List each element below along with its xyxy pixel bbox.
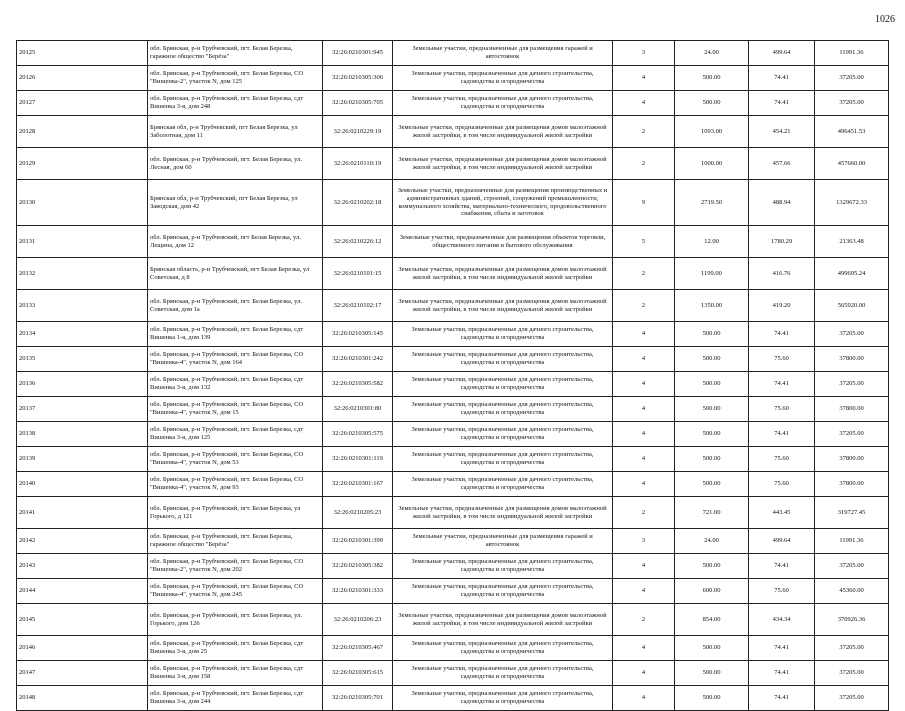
cadastral-number-cell: 32:26:0210301:945 [323,41,393,66]
group-cell: 4 [613,397,675,422]
cadastral-value-cell: 37800.00 [815,397,889,422]
table-row [17,41,889,66]
row-number: 20136 [17,372,148,397]
area-cell: 500.00 [675,397,749,422]
unit-value-cell: 74.41 [749,636,815,661]
address-cell: обл. Брянская, р-н Трубчевский, пгт. Белая Березка, СО "Вишенка-2", участок N, дом 125 [148,66,323,91]
cadastral-value-cell: 37800.00 [815,347,889,372]
cadastral-value-cell: 319727.45 [815,497,889,529]
land-use-cell: Земельные участки, предназначенные для размещения домов малоэтажной жилой застройки, в том числе индивидуальной жилой застройки [393,116,613,148]
cadastral-number-cell: 32:26:0210110:19 [323,148,393,180]
cadastral-value-cell: 37205.00 [815,636,889,661]
table-row [17,661,889,686]
land-use-cell: Земельные участки, предназначенные для дачного строительства, садоводства и огородничества [393,636,613,661]
cadastral-number-cell: 32:26:0210301:399 [323,529,393,554]
row-number: 20146 [17,636,148,661]
unit-value-cell: 74.41 [749,91,815,116]
unit-value-cell: 75.60 [749,397,815,422]
land-use-cell: Земельные участки, предназначенные для дачного строительства, садоводства и огородничества [393,66,613,91]
table-row [17,497,889,529]
address-cell: обл. Брянская, р-н Трубчевский, пгт. Белая Березка, ул. Советская, дом 1а [148,290,323,322]
cadastral-value-cell: 496451.53 [815,116,889,148]
group-cell: 4 [613,472,675,497]
cadastral-value-cell: 370926.36 [815,604,889,636]
cadastral-value-cell: 499695.24 [815,258,889,290]
group-cell: 2 [613,290,675,322]
unit-value-cell: 457.66 [749,148,815,180]
row-number: 20128 [17,116,148,148]
area-cell: 24.00 [675,41,749,66]
row-number: 20125 [17,41,148,66]
row-number: 20139 [17,447,148,472]
row-number: 20134 [17,322,148,347]
land-use-cell: Земельные участки, предназначенные для размещения производственных и административных зданий, строений, сооружений промышленности, коммунального хозяйства, материально-технического, продовольственного снабжения, сбыта и заготовок [393,180,613,226]
table-row [17,397,889,422]
land-use-cell: Земельные участки, предназначенные для дачного строительства, садоводства и огородничества [393,472,613,497]
group-cell: 4 [613,636,675,661]
unit-value-cell: 74.41 [749,554,815,579]
cadastral-value-cell: 37205.00 [815,91,889,116]
cadastral-number-cell: 32:26:0210226:12 [323,226,393,258]
group-cell: 4 [613,322,675,347]
row-number: 20145 [17,604,148,636]
table-row [17,180,889,226]
cadastral-number-cell: 32:26:0210229:19 [323,116,393,148]
land-use-cell: Земельные участки, предназначенные для размещения объектов торговли, общественного питания и бытового обслуживания [393,226,613,258]
unit-value-cell: 74.41 [749,661,815,686]
cadastral-value-cell: 457660.00 [815,148,889,180]
land-use-cell: Земельные участки, предназначенные для дачного строительства, садоводства и огородничества [393,686,613,711]
cadastral-number-cell: 32:26:0210305:701 [323,686,393,711]
table-body [17,41,889,711]
row-number: 20132 [17,258,148,290]
address-cell: обл. Брянская, р-н Трубчевский, пгт. Белая Березка, СО "Вишенка-4", участок N, дом 15 [148,397,323,422]
cadastral-number-cell: 32:26:0210305:145 [323,322,393,347]
unit-value-cell: 499.64 [749,529,815,554]
address-cell: обл. Брянская, р-н Трубчевский, пгт. Белая Березка, сдт Вишенка 1-я, дом 139 [148,322,323,347]
cadastral-number-cell: 32:26:0210305:575 [323,422,393,447]
land-use-cell: Земельные участки, предназначенные для размещения гаражей и автостоянок [393,41,613,66]
cadastral-value-cell: 1329672.33 [815,180,889,226]
address-cell: обл. Брянская, р-н Трубчевский, пгт. Белая Березка, СО "Вишенка-2", участок N, дом 202 [148,554,323,579]
row-number: 20144 [17,579,148,604]
table-row [17,554,889,579]
address-cell: обл. Брянская, р-н Трубчевский, пгт. Белая Березка, гаражное общество "Берёза" [148,41,323,66]
group-cell: 9 [613,180,675,226]
cadastral-number-cell: 32:26:0210101:15 [323,258,393,290]
cadastral-number-cell: 32:26:0210301:119 [323,447,393,472]
table-row [17,322,889,347]
cadastral-value-cell: 11991.36 [815,529,889,554]
address-cell: обл. Брянская, р-н Трубчевский, пгт. Белая Березка, гаражное общество "Берёза" [148,529,323,554]
unit-value-cell: 416.76 [749,258,815,290]
group-cell: 2 [613,148,675,180]
unit-value-cell: 75.60 [749,347,815,372]
unit-value-cell: 419.20 [749,290,815,322]
area-cell: 1199.00 [675,258,749,290]
table-row [17,604,889,636]
area-cell: 500.00 [675,661,749,686]
unit-value-cell: 499.64 [749,41,815,66]
unit-value-cell: 75.60 [749,472,815,497]
area-cell: 500.00 [675,686,749,711]
row-number: 20127 [17,91,148,116]
cadastral-value-cell: 37205.00 [815,661,889,686]
unit-value-cell: 1780.29 [749,226,815,258]
area-cell: 600.00 [675,579,749,604]
table-row [17,579,889,604]
row-number: 20137 [17,397,148,422]
area-cell: 2719.50 [675,180,749,226]
group-cell: 2 [613,116,675,148]
address-cell: обл. Брянская, р-н Трубчевский, пгт. Белая Березка, сдт Вишенка 3-я, дом 244 [148,686,323,711]
group-cell: 5 [613,226,675,258]
row-number: 20140 [17,472,148,497]
area-cell: 24.00 [675,529,749,554]
group-cell: 4 [613,579,675,604]
unit-value-cell: 75.60 [749,447,815,472]
cadastral-value-cell: 37800.00 [815,472,889,497]
group-cell: 4 [613,422,675,447]
cadastral-number-cell: 32:26:0210206:23 [323,604,393,636]
group-cell: 4 [613,91,675,116]
row-number: 20147 [17,661,148,686]
area-cell: 500.00 [675,422,749,447]
table-row [17,529,889,554]
page-number: 1026 [875,14,895,25]
address-cell: обл. Брянская, р-н Трубчевский, пгт. Белая Березка, СО "Вишенка-4", участок N, дом 164 [148,347,323,372]
area-cell: 500.00 [675,347,749,372]
table-row [17,148,889,180]
address-cell: обл. Брянская, р-н Трубчевский, пгт. Белая Березка, сдт Вишенка 3-я, дом 125 [148,422,323,447]
row-number: 20141 [17,497,148,529]
cadastral-number-cell: 32:26:0210301:242 [323,347,393,372]
group-cell: 2 [613,497,675,529]
row-number: 20133 [17,290,148,322]
cadastral-value-cell: 37205.00 [815,554,889,579]
area-cell: 1350.00 [675,290,749,322]
table-row [17,472,889,497]
land-use-cell: Земельные участки, предназначенные для размещения домов малоэтажной жилой застройки, в том числе индивидуальной жилой застройки [393,290,613,322]
table-row [17,116,889,148]
table-row [17,636,889,661]
cadastral-number-cell: 32:26:0210301:80 [323,397,393,422]
group-cell: 4 [613,554,675,579]
cadastral-number-cell: 32:26:0210305:467 [323,636,393,661]
table-row [17,226,889,258]
table-row [17,372,889,397]
address-cell: Брянская обл, р-н Трубчевский, пгт Белая Березка, ул Заводская, дом 42 [148,180,323,226]
row-number: 20143 [17,554,148,579]
unit-value-cell: 75.60 [749,579,815,604]
land-use-cell: Земельные участки, предназначенные для дачного строительства, садоводства и огородничества [393,447,613,472]
cadastral-value-cell: 37800.00 [815,447,889,472]
cadastral-value-cell: 37205.00 [815,322,889,347]
address-cell: обл. Брянская, р-н Трубчевский, пгт. Белая Березка, ул Горького, д 121 [148,497,323,529]
cadastral-value-cell: 21363.48 [815,226,889,258]
land-use-cell: Земельные участки, предназначенные для размещения домов малоэтажной жилой застройки, в том числе индивидуальной жилой застройки [393,604,613,636]
address-cell: обл. Брянская, р-н Трубчевский, пгт. Белая Березка, СО "Вишенка-4", участок N, дом 245 [148,579,323,604]
cadastral-value-cell: 37205.00 [815,372,889,397]
row-number: 20142 [17,529,148,554]
table-row [17,91,889,116]
land-use-cell: Земельные участки, предназначенные для дачного строительства, садоводства и огородничества [393,372,613,397]
cadastral-number-cell: 32:26:0210305:705 [323,91,393,116]
unit-value-cell: 443.45 [749,497,815,529]
area-cell: 721.00 [675,497,749,529]
land-use-cell: Земельные участки, предназначенные для дачного строительства, садоводства и огородничества [393,397,613,422]
cadastral-value-cell: 37205.00 [815,422,889,447]
cadastral-value-cell: 11991.36 [815,41,889,66]
address-cell: обл. Брянская, р-н Трубчевский, пгт. Белая Березка, сдт Вишенка 3-я, дом 248 [148,91,323,116]
cadastral-value-cell: 45360.00 [815,579,889,604]
row-number: 20129 [17,148,148,180]
row-number: 20126 [17,66,148,91]
cadastral-number-cell: 32:26:0210301:333 [323,579,393,604]
area-cell: 500.00 [675,447,749,472]
unit-value-cell: 434.34 [749,604,815,636]
land-use-cell: Земельные участки, предназначенные для дачного строительства, садоводства и огородничества [393,579,613,604]
land-use-cell: Земельные участки, предназначенные для дачного строительства, садоводства и огородничества [393,554,613,579]
group-cell: 4 [613,447,675,472]
area-cell: 12.00 [675,226,749,258]
address-cell: обл. Брянская, р-н Трубчевский, пгт. Белая Березка, ул. Горького, дом 126 [148,604,323,636]
land-registry-table [16,40,889,711]
table-row [17,686,889,711]
address-cell: обл. Брянская, р-н Трубчевский, пгт. Белая Березка, сдт Вишенка 3-я, дом 158 [148,661,323,686]
area-cell: 500.00 [675,554,749,579]
cadastral-value-cell: 565920.00 [815,290,889,322]
land-use-cell: Земельные участки, предназначенные для дачного строительства, садоводства и огородничества [393,91,613,116]
cadastral-number-cell: 32:26:0210305:306 [323,66,393,91]
table-row [17,258,889,290]
unit-value-cell: 454.21 [749,116,815,148]
address-cell: обл. Брянская, р-н Трубчевский, пгт. Белая Березка, СО "Вишенка-4", участок N, дом 93 [148,472,323,497]
unit-value-cell: 74.41 [749,422,815,447]
unit-value-cell: 74.41 [749,372,815,397]
land-use-cell: Земельные участки, предназначенные для размещения гаражей и автостоянок [393,529,613,554]
unit-value-cell: 74.41 [749,66,815,91]
cadastral-number-cell: 32:26:0210305:615 [323,661,393,686]
land-use-cell: Земельные участки, предназначенные для размещения домов малоэтажной жилой застройки, в том числе индивидуальной жилой застройки [393,258,613,290]
cadastral-number-cell: 32:26:0210102:17 [323,290,393,322]
cadastral-number-cell: 32:26:0210202:18 [323,180,393,226]
area-cell: 500.00 [675,472,749,497]
row-number: 20130 [17,180,148,226]
group-cell: 4 [613,66,675,91]
area-cell: 1000.00 [675,148,749,180]
address-cell: обл. Брянская, р-н Трубчевский, пгт. Белая Березка, сдт Вишенка 3-я, дом 132 [148,372,323,397]
unit-value-cell: 488.94 [749,180,815,226]
land-use-cell: Земельные участки, предназначенные для размещения домов малоэтажной жилой застройки, в том числе индивидуальной жилой застройки [393,497,613,529]
area-cell: 500.00 [675,636,749,661]
group-cell: 3 [613,41,675,66]
area-cell: 500.00 [675,91,749,116]
row-number: 20138 [17,422,148,447]
area-cell: 1093.00 [675,116,749,148]
group-cell: 4 [613,661,675,686]
row-number: 20135 [17,347,148,372]
address-cell: обл. Брянская, р-н Трубчевский, пгт. Белая Березка, ул. Лесная, дом 60 [148,148,323,180]
address-cell: обл. Брянская, р-н Трубчевский, пгт Белая Березка, ул. Лещина, дом 12 [148,226,323,258]
row-number: 20148 [17,686,148,711]
cadastral-value-cell: 37205.00 [815,686,889,711]
land-use-cell: Земельные участки, предназначенные для дачного строительства, садоводства и огородничества [393,347,613,372]
address-cell: Брянская обл, р-н Трубчевский, пгт Белая Березка, ул Заболотная, дом 11 [148,116,323,148]
land-use-cell: Земельные участки, предназначенные для дачного строительства, садоводства и огородничества [393,322,613,347]
group-cell: 3 [613,529,675,554]
area-cell: 500.00 [675,322,749,347]
table-row [17,447,889,472]
address-cell: обл. Брянская, р-н Трубчевский, пгт. Белая Березка, СО "Вишенка-4", участок N, дом 53 [148,447,323,472]
group-cell: 4 [613,686,675,711]
land-use-cell: Земельные участки, предназначенные для размещения домов малоэтажной жилой застройки, в том числе индивидуальной жилой застройки [393,148,613,180]
cadastral-number-cell: 32:26:0210205:23 [323,497,393,529]
unit-value-cell: 74.41 [749,686,815,711]
unit-value-cell: 74.41 [749,322,815,347]
cadastral-value-cell: 37205.00 [815,66,889,91]
row-number: 20131 [17,226,148,258]
area-cell: 500.00 [675,66,749,91]
land-use-cell: Земельные участки, предназначенные для дачного строительства, садоводства и огородничества [393,422,613,447]
group-cell: 4 [613,372,675,397]
table-row [17,290,889,322]
table-row [17,66,889,91]
cadastral-number-cell: 32:26:0210301:167 [323,472,393,497]
address-cell: Брянская область, р-н Трубчевский, пгт Белая Березка, ул Советская, д 8 [148,258,323,290]
table-row [17,347,889,372]
land-use-cell: Земельные участки, предназначенные для дачного строительства, садоводства и огородничества [393,661,613,686]
area-cell: 854.00 [675,604,749,636]
group-cell: 2 [613,604,675,636]
area-cell: 500.00 [675,372,749,397]
address-cell: обл. Брянская, р-н Трубчевский, пгт. Белая Березка, сдт Вишенка 3-я, дом 25 [148,636,323,661]
group-cell: 2 [613,258,675,290]
cadastral-number-cell: 32:26:0210305:582 [323,372,393,397]
cadastral-number-cell: 32:26:0210305:382 [323,554,393,579]
table-row [17,422,889,447]
group-cell: 4 [613,347,675,372]
